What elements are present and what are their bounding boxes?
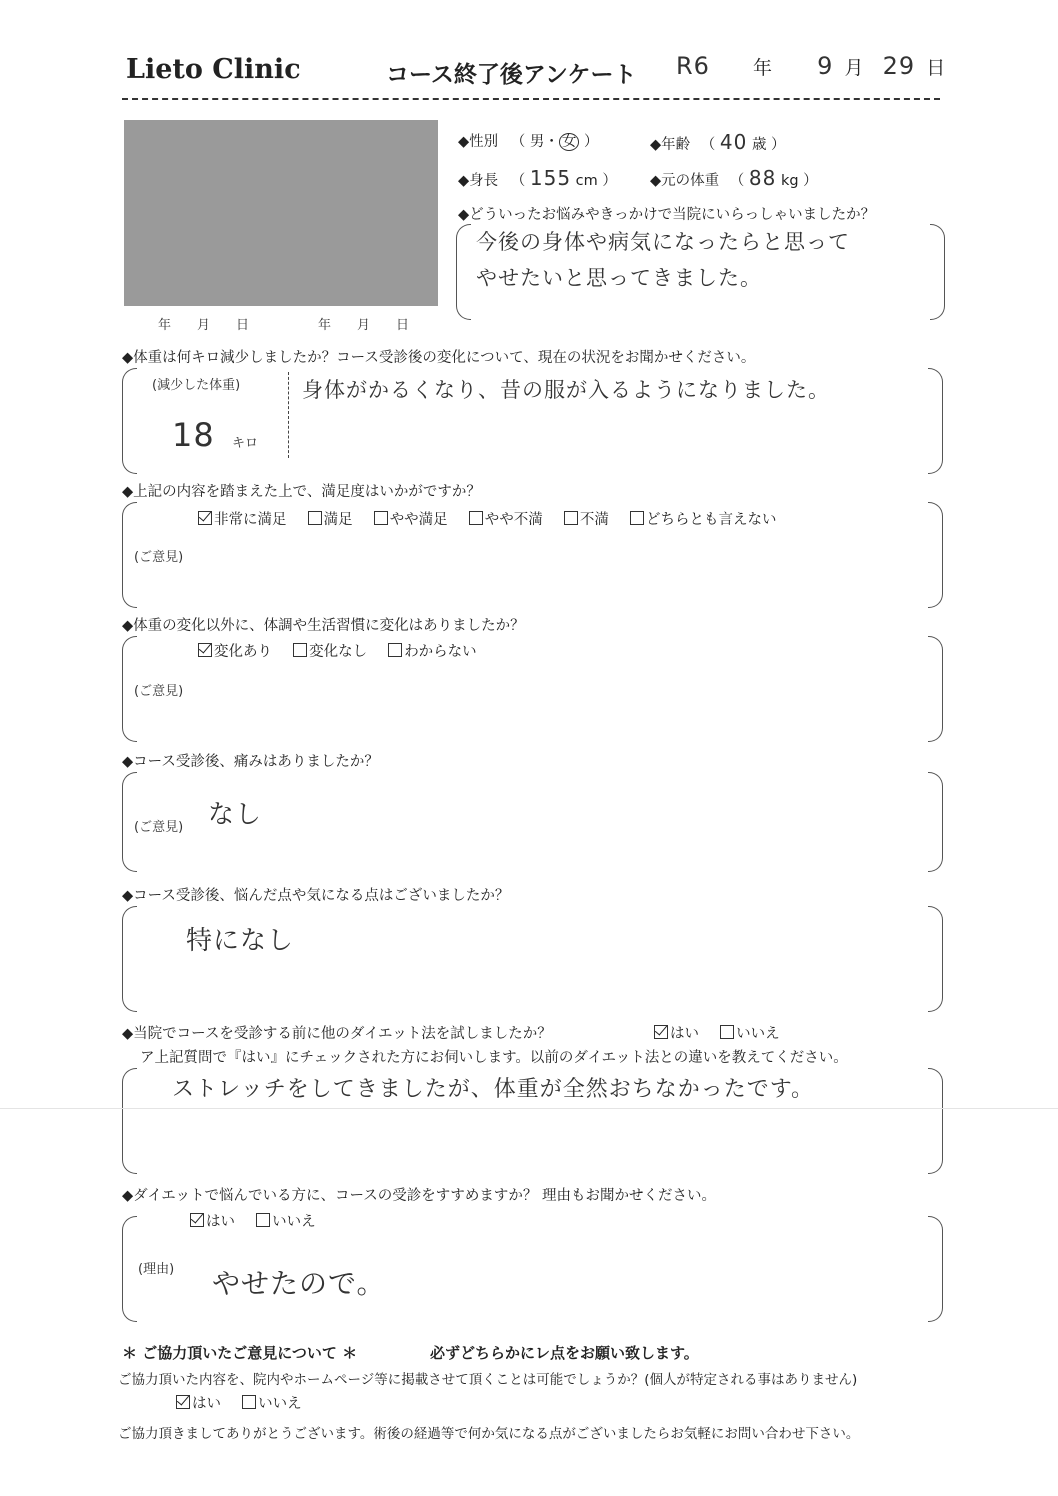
satisfaction-option[interactable] <box>564 508 609 529</box>
reason-question: ◆どういったお悩みやきっかけで当院にいらっしゃいましたか？ <box>458 207 876 223</box>
recommend-option[interactable] <box>256 1210 316 1231</box>
height-value: 155 <box>529 166 572 190</box>
option-label: どちらとも言えない <box>645 512 777 528</box>
consent-option[interactable] <box>176 1392 221 1413</box>
age-label: ◆年齢 <box>650 137 691 153</box>
checkbox-icon[interactable] <box>308 511 322 525</box>
other-diet-option[interactable] <box>654 1022 699 1043</box>
survey-title: コース終了後アンケート <box>386 62 637 88</box>
consent-options <box>176 1392 318 1413</box>
recommend-options <box>190 1210 332 1231</box>
photo-before-date: 年 月 日 <box>158 318 250 333</box>
concern-bracket-right <box>928 906 943 1012</box>
lifestyle-question: ◆体重の変化以外に、体調や生活習慣に変化はありましたか？ <box>122 618 525 634</box>
checkbox-icon[interactable] <box>256 1213 270 1227</box>
day-value: 29 <box>882 52 916 80</box>
age-unit: 歳 ） <box>751 137 786 153</box>
weight-field <box>650 166 818 190</box>
age-open: （ <box>700 137 716 153</box>
checkbox-icon[interactable] <box>293 643 307 657</box>
checkbox-icon[interactable] <box>388 643 402 657</box>
scan-line <box>0 1108 1058 1109</box>
checkbox-checked-icon[interactable] <box>190 1213 204 1227</box>
option-label: いいえ <box>272 1214 316 1230</box>
concern-question: ◆コース受診後、悩んだ点や気になる点はございましたか？ <box>122 888 510 904</box>
satisfaction-option[interactable] <box>198 508 287 529</box>
weight-lost-unit: キロ <box>232 436 259 451</box>
gender-field <box>458 130 598 151</box>
checkbox-checked-icon[interactable] <box>176 1395 190 1409</box>
pain-question: ◆コース受診後、痛みはありましたか？ <box>122 754 379 770</box>
checkbox-checked-icon[interactable] <box>198 511 212 525</box>
age-value: 40 <box>719 130 748 154</box>
footer-thanks: ご協力頂きましてありがとうございます。術後の経過等で何か気になる点がございましたらお気軽にお問い合わせ下さい。 <box>118 1426 860 1442</box>
weight-answer: 身体がかるくなり、昔の服が入るようになりました。 <box>302 378 830 402</box>
weight-value: 88 <box>748 166 777 190</box>
gender-female: 女 <box>559 133 580 151</box>
weight-lost-value: 18 <box>172 416 215 454</box>
height-label: ◆身長 <box>458 173 499 189</box>
satisfaction-option[interactable] <box>469 508 543 529</box>
gender-separator: ・ <box>544 134 559 150</box>
option-label: いいえ <box>736 1026 780 1042</box>
weight-divider <box>288 372 289 458</box>
photo-after-date: 年 月 日 <box>318 318 410 333</box>
satisfaction-options <box>198 508 792 529</box>
checkbox-icon[interactable] <box>720 1025 734 1039</box>
reason-bracket-right <box>930 224 945 320</box>
consent-option[interactable] <box>242 1392 302 1413</box>
checkbox-icon[interactable] <box>242 1395 256 1409</box>
weight-bracket-right <box>928 368 943 474</box>
option-label: はい <box>670 1026 699 1042</box>
recommend-question: ◆ダイエットで悩んでいる方に、コースの受診をすすめますか？ 理由もお聞かせください。 <box>122 1188 717 1204</box>
option-label: いいえ <box>258 1396 302 1412</box>
satisfaction-bracket-right <box>928 502 943 608</box>
recommend-bracket-left <box>122 1216 137 1322</box>
lifestyle-option[interactable] <box>388 640 477 661</box>
gender-open: （ <box>510 134 526 150</box>
checkbox-icon[interactable] <box>374 511 388 525</box>
lifestyle-opinion-label: (ご意見) <box>134 684 184 699</box>
lifestyle-option[interactable] <box>293 640 367 661</box>
month-value: 9 <box>817 52 834 80</box>
option-label: 変化あり <box>214 644 272 660</box>
lifestyle-option[interactable] <box>198 640 272 661</box>
option-label: やや満足 <box>389 512 448 528</box>
era-value: R6 <box>676 52 710 80</box>
recommend-option[interactable] <box>190 1210 235 1231</box>
other-diet-options <box>654 1022 796 1043</box>
option-label: わからない <box>404 644 477 660</box>
photo-placeholder <box>124 120 438 306</box>
checkbox-checked-icon[interactable] <box>654 1025 668 1039</box>
other-diet-bracket-right <box>928 1068 943 1174</box>
weight-open: （ <box>729 173 745 189</box>
checkbox-icon[interactable] <box>469 511 483 525</box>
weight-unit: kg ） <box>780 173 818 189</box>
option-label: 満足 <box>323 512 353 528</box>
checkbox-checked-icon[interactable] <box>198 643 212 657</box>
other-diet-answer: ストレッチをしてきましたが、体重が全然おちなかったです。 <box>172 1077 815 1102</box>
pain-answer: なし <box>208 800 263 830</box>
date-field <box>676 52 945 80</box>
day-label: 日 <box>926 57 946 79</box>
option-label: 非常に満足 <box>214 512 287 528</box>
clinic-name: Lieto Clinic <box>126 54 301 85</box>
other-diet-subquestion: ア上記質問で『はい』にチェックされた方にお伺いします。以前のダイエット法との違いを教えてください。 <box>140 1050 848 1066</box>
checkbox-icon[interactable] <box>564 511 578 525</box>
footer-heading: ＊ ご協力頂いたご意見について ＊ <box>122 1344 358 1362</box>
satisfaction-opinion-label: (ご意見) <box>134 550 184 565</box>
weight-question: ◆体重は何キロ減少しましたか？コース受診後の変化について、現在の状況をお聞かせください。 <box>122 350 756 366</box>
reason-answer-line1: 今後の身体や病気になったらと思って <box>476 230 850 254</box>
satisfaction-option[interactable] <box>374 508 448 529</box>
consent-question: ご協力頂いた内容を、院内やホームページ等に掲載させて頂くことは可能でしょうか？(個人が特定される事はありません) <box>118 1372 858 1388</box>
gender-label: ◆性別 <box>458 134 499 150</box>
height-open: （ <box>510 173 526 189</box>
satisfaction-question: ◆上記の内容を踏まえた上で、満足度はいかがですか？ <box>122 484 481 500</box>
recommend-answer: やせたので。 <box>212 1267 386 1300</box>
month-label: 月 <box>844 57 864 79</box>
option-label: 不満 <box>579 512 609 528</box>
footer-instruction: 必ずどちらかにレ点をお願い致します。 <box>430 1344 699 1362</box>
option-label: はい <box>192 1396 221 1412</box>
year-label: 年 <box>753 57 773 79</box>
age-field <box>650 130 786 154</box>
lifestyle-bracket-right <box>928 636 943 742</box>
lifestyle-options <box>198 640 493 661</box>
concern-bracket-left <box>122 906 137 1012</box>
reason-answer-line2: やせたいと思ってきました。 <box>476 266 762 290</box>
satisfaction-option[interactable] <box>308 508 353 529</box>
pain-bracket-right <box>928 772 943 872</box>
gender-close: ） <box>583 134 599 150</box>
option-label: やや不満 <box>484 512 543 528</box>
weight-bracket-left <box>122 368 137 474</box>
option-label: 変化なし <box>309 644 368 660</box>
height-unit: cm ） <box>575 173 617 189</box>
other-diet-option[interactable] <box>720 1022 780 1043</box>
concern-answer: 特になし <box>186 926 295 956</box>
reason-bracket-left <box>456 224 471 320</box>
gender-male: 男 <box>529 134 545 150</box>
other-diet-bracket-left <box>122 1068 137 1174</box>
checkbox-icon[interactable] <box>630 511 644 525</box>
option-label: はい <box>206 1214 235 1230</box>
header-divider <box>122 98 940 100</box>
other-diet-question: ◆当院でコースを受診する前に他のダイエット法を試しましたか？ <box>122 1026 552 1042</box>
pain-opinion-label: (ご意見) <box>134 820 184 835</box>
weight-label: ◆元の体重 <box>650 173 720 189</box>
weight-lost-label: (減少した体重) <box>152 378 241 393</box>
height-field <box>458 166 617 190</box>
recommend-reason-label: (理由) <box>138 1262 175 1277</box>
recommend-bracket-right <box>928 1216 943 1322</box>
satisfaction-option[interactable] <box>630 508 777 529</box>
